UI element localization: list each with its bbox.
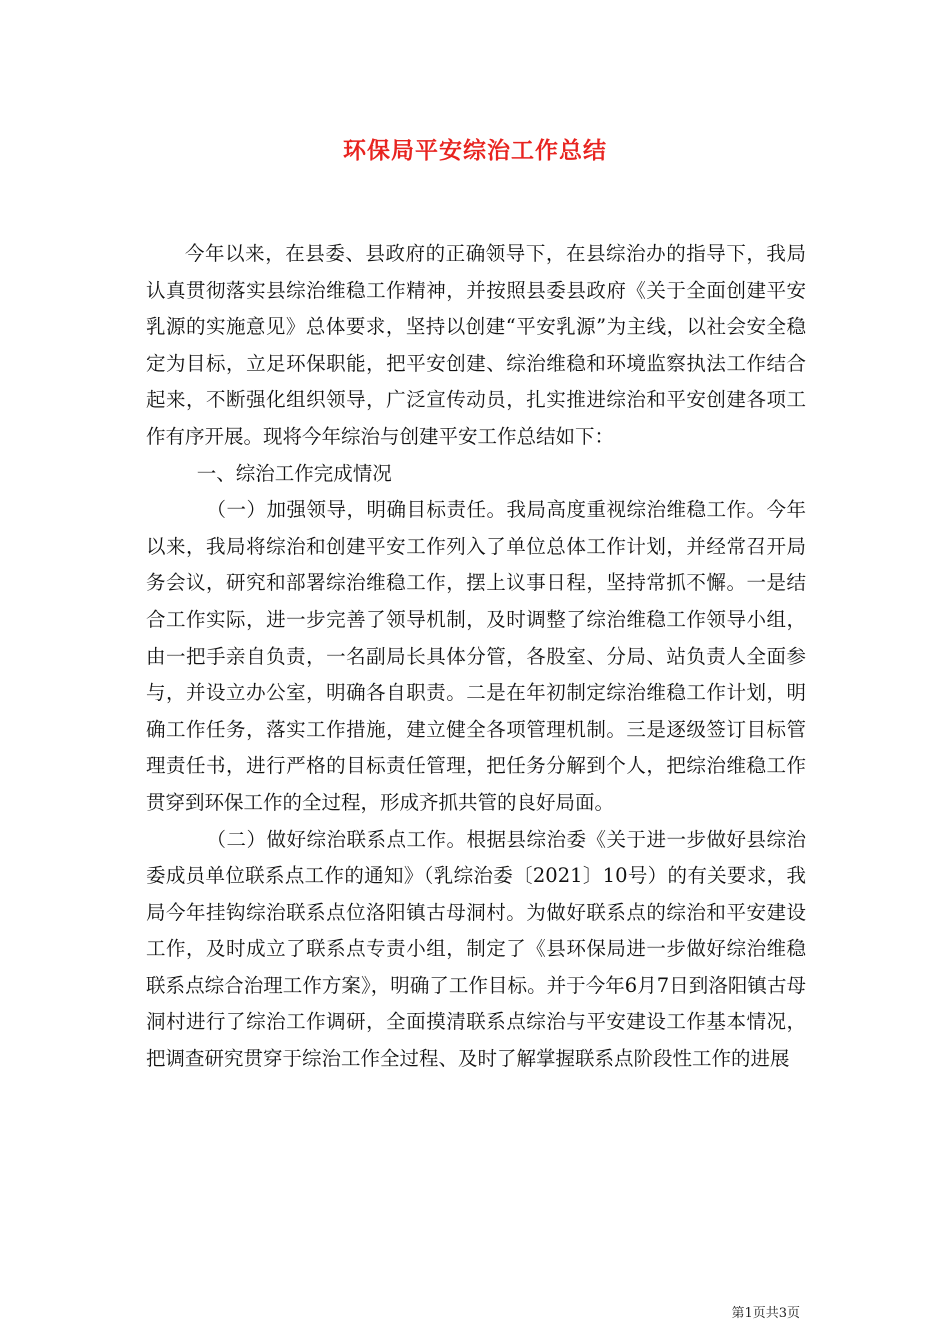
paragraph-contact-point: （二）做好综治联系点工作。根据县综治委《关于进一步做好县综治委成员单位联系点工作的通知》（乳综治委〔2021〕10号）的有关要求，我局今年挂钩综治联系点位洛阳镇古母洞村。为做好联系点的综治和平安建设工作，及时成立了联系点专责小组，制定了《县环保局进一步做好综治维稳联系点综合治理工作方案》，明确了工作目标。并于今年6月7日到洛阳镇古母洞村进行了综治工作调研，全面摸清联系点综治与平安建设工作基本情况，把调查研究贯穿于综治工作全过程、及时了解掌握联系点阶段性工作的进展	[146, 827, 806, 1071]
page-footer: 第1页共3页	[731, 1306, 800, 1321]
paragraph-intro: 今年以来，在县委、县政府的正确领导下，在县综治办的指导下，我局认真贯彻落实县综治维稳工作精神，并按照县委县政府《关于全面创建平安乳源的实施意见》总体要求，坚持以创建“平安乳源”为主线，以社会安全稳定为目标，立足环保职能，把平安创建、综治维稳和环境监察执法工作结合起来，不断强化组织领导，广泛宣传动员，扎实推进综治和平安创建各项工作有序开展。现将今年综治与创建平安工作总结如下：	[146, 242, 806, 448]
paragraph-leadership: （一）加强领导，明确目标责任。我局高度重视综治维稳工作。今年以来，我局将综治和创建平安工作列入了单位总体工作计划，并经常召开局务会议，研究和部署综治维稳工作，摆上议事日程，坚持常抓不懈。一是结合工作实际，进一步完善了领导机制，及时调整了综治维稳工作领导小组，由一把手亲自负责，一名副局长具体分管，各股室、分局、站负责人全面参与，并设立办公室，明确各自职责。二是在年初制定综治维稳工作计划，明确工作任务，落实工作措施，建立健全各项管理机制。三是逐级签订目标管理责任书，进行严格的目标责任管理，把任务分解到个人，把综治维稳工作贯穿到环保工作的全过程，形成齐抓共管的良好局面。	[146, 498, 806, 814]
page-title: 环保局平安综治工作总结	[343, 137, 607, 164]
document-body	[146, 236, 806, 1078]
section-heading: 一、综治工作完成情况	[196, 461, 392, 485]
